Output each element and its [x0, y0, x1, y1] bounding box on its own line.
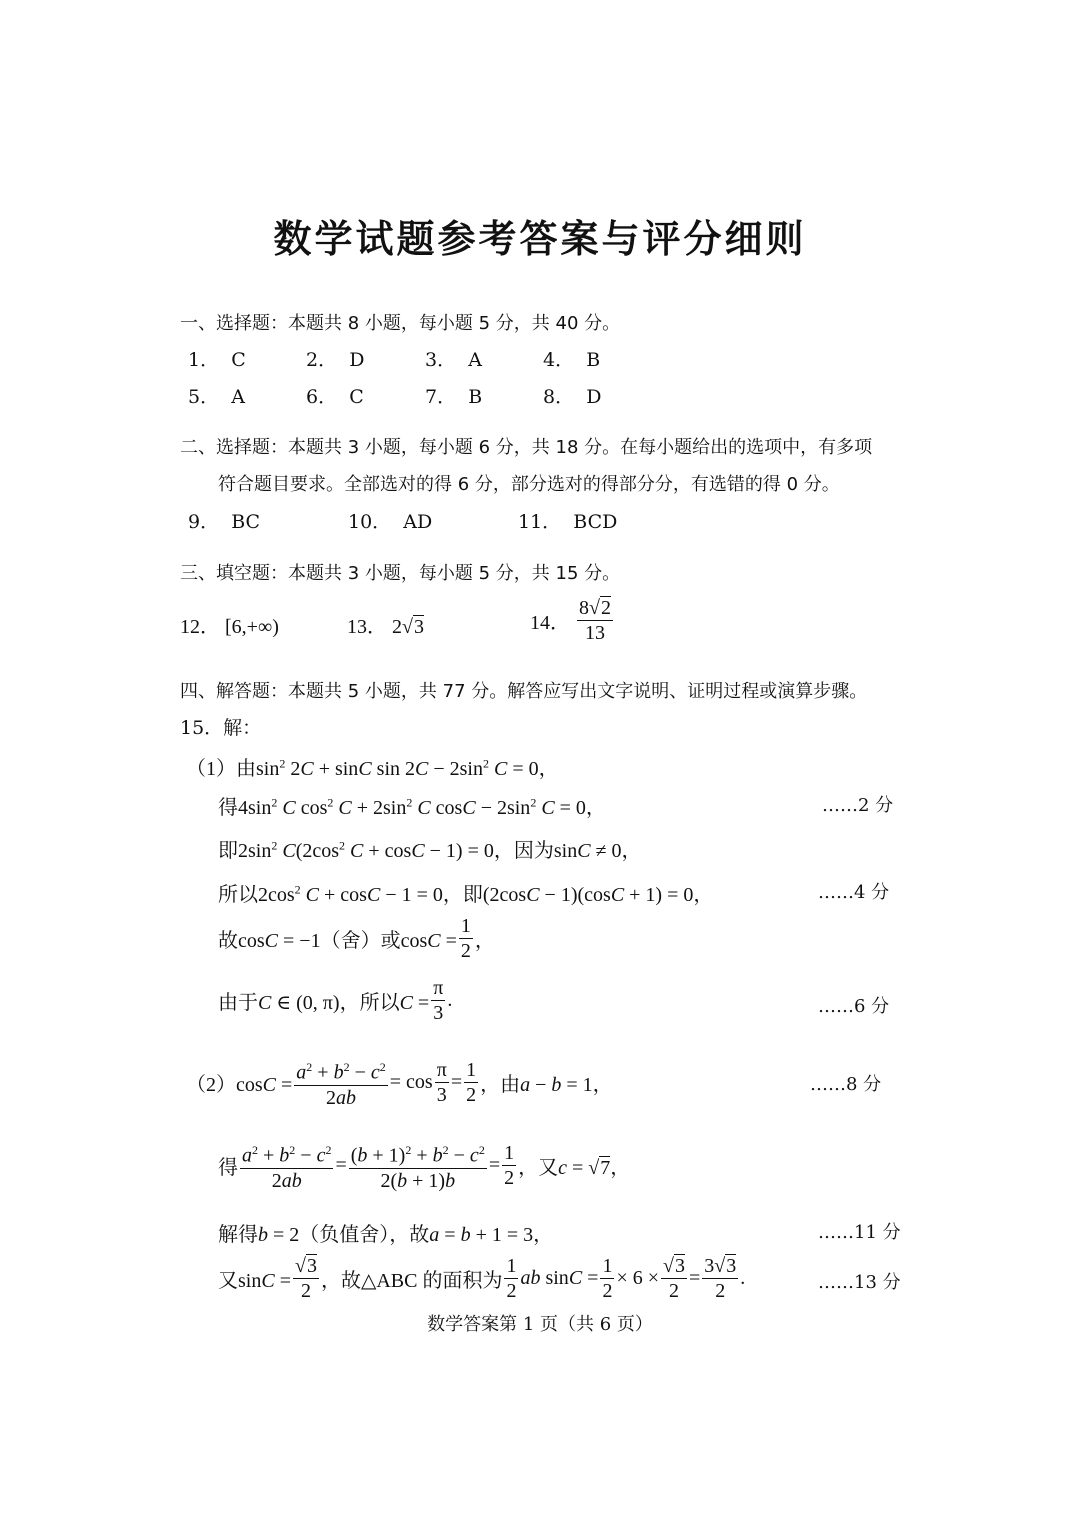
answer-q12: 12． [6,+∞) [180, 616, 279, 638]
solution-line: 即$2\sin^2$ $C(2\cos^2$ C + cosC − 1) = 0，因为sinC ≠ 0， [218, 838, 642, 862]
answer-q13: 13． 2√3 [347, 616, 424, 638]
score-mark: ……8 分 [810, 1074, 882, 1095]
solution-line: （1）由$\sin^2 2C + \sin C$ $\sin 2C - 2\sin^2$ C = 0， [186, 756, 559, 780]
section2-heading: 二、选择题：本题共 3 小题，每小题 6 分，共 18 分。在每小题给出的选项中，有多项 [180, 437, 873, 458]
score-mark: ……6 分 [818, 996, 890, 1017]
answer-item: 3． A [425, 349, 482, 371]
solution-line: 又sinC = $\frac{√3}{2}$ ，故△ABC 的面积为 $\frac{1}{2}$ ab sinC = $\frac{1}{2}$ × 6 × $\frac{√3}{2}$ = $\frac{3√3}{2}$ . [218, 1255, 746, 1302]
page-footer: 数学答案第 1 页（共 6 页） [427, 1314, 653, 1335]
solution-line: 解得b = 2（负值舍），故a = b + 1 = 3， [218, 1224, 554, 1246]
score-mark: ……13 分 [818, 1272, 901, 1293]
solution-line: 由于C ∈ (0, π)，所以C = $\frac{\pi}{3}$ . [218, 977, 453, 1024]
section2-heading-cont: 符合题目要求。全部选对的得 6 分，部分选对的得部分分，有选错的得 0 分。 [218, 474, 840, 495]
score-mark: ……2 分 [822, 795, 894, 816]
page-title: 数学试题参考答案与评分细则 [273, 217, 807, 261]
solution-line: 得 $\frac{a^2 + b^2 - c^2}{2ab}$ = $\frac{(b + 1)^2 + b^2 - c^2}{2(b + 1)b}$ = $\frac{1}{2}$ ，又c = √7， [218, 1138, 630, 1193]
question-15-label: 15．解： [180, 717, 262, 739]
solution-line: （2）cosC = $\frac{a^2 + b^2 - c^2}{2ab}$ = cos $\frac{\pi}{3}$ = $\frac{1}{2}$ ，由a − b = 1， [186, 1055, 613, 1110]
score-mark: ……4 分 [818, 882, 890, 903]
answer-item: 5． A [188, 386, 245, 408]
answer-item: 7． B [425, 386, 483, 408]
section4-heading: 四、解答题：本题共 5 小题，共 77 分。解答应写出文字说明、证明过程或演算步骤。 [180, 681, 868, 702]
section1-heading: 一、选择题：本题共 8 小题，每小题 5 分，共 40 分。 [180, 313, 621, 334]
answer-item: 2． D [306, 349, 365, 371]
answer-item: 9． BC [188, 511, 261, 533]
answer-q14: 14． $\frac{8√2}{13}$ [530, 597, 611, 644]
section3-heading: 三、填空题：本题共 3 小题，每小题 5 分，共 15 分。 [180, 563, 621, 584]
solution-line: 故cosC = −1（舍）或cosC = $\frac{1}{2}$ ， [218, 915, 495, 962]
answer-item: 11． BCD [518, 511, 618, 533]
solution-line: 得$4\sin^2$ C $\cos^2 C + 2\sin^2$ C $\cos C - 2\sin^2$ C = 0， [218, 795, 606, 819]
answer-item: 8． D [543, 386, 602, 408]
answer-item: 10． AD [348, 511, 433, 533]
answer-item: 4． B [543, 349, 601, 371]
score-mark: ……11 分 [818, 1222, 901, 1243]
solution-line: 所以$2\cos^2$ C + cosC − 1 = 0，即(2cosC − 1)(cosC + 1) = 0， [218, 882, 714, 906]
answer-item: 1． C [188, 349, 246, 371]
answer-item: 6． C [306, 386, 364, 408]
